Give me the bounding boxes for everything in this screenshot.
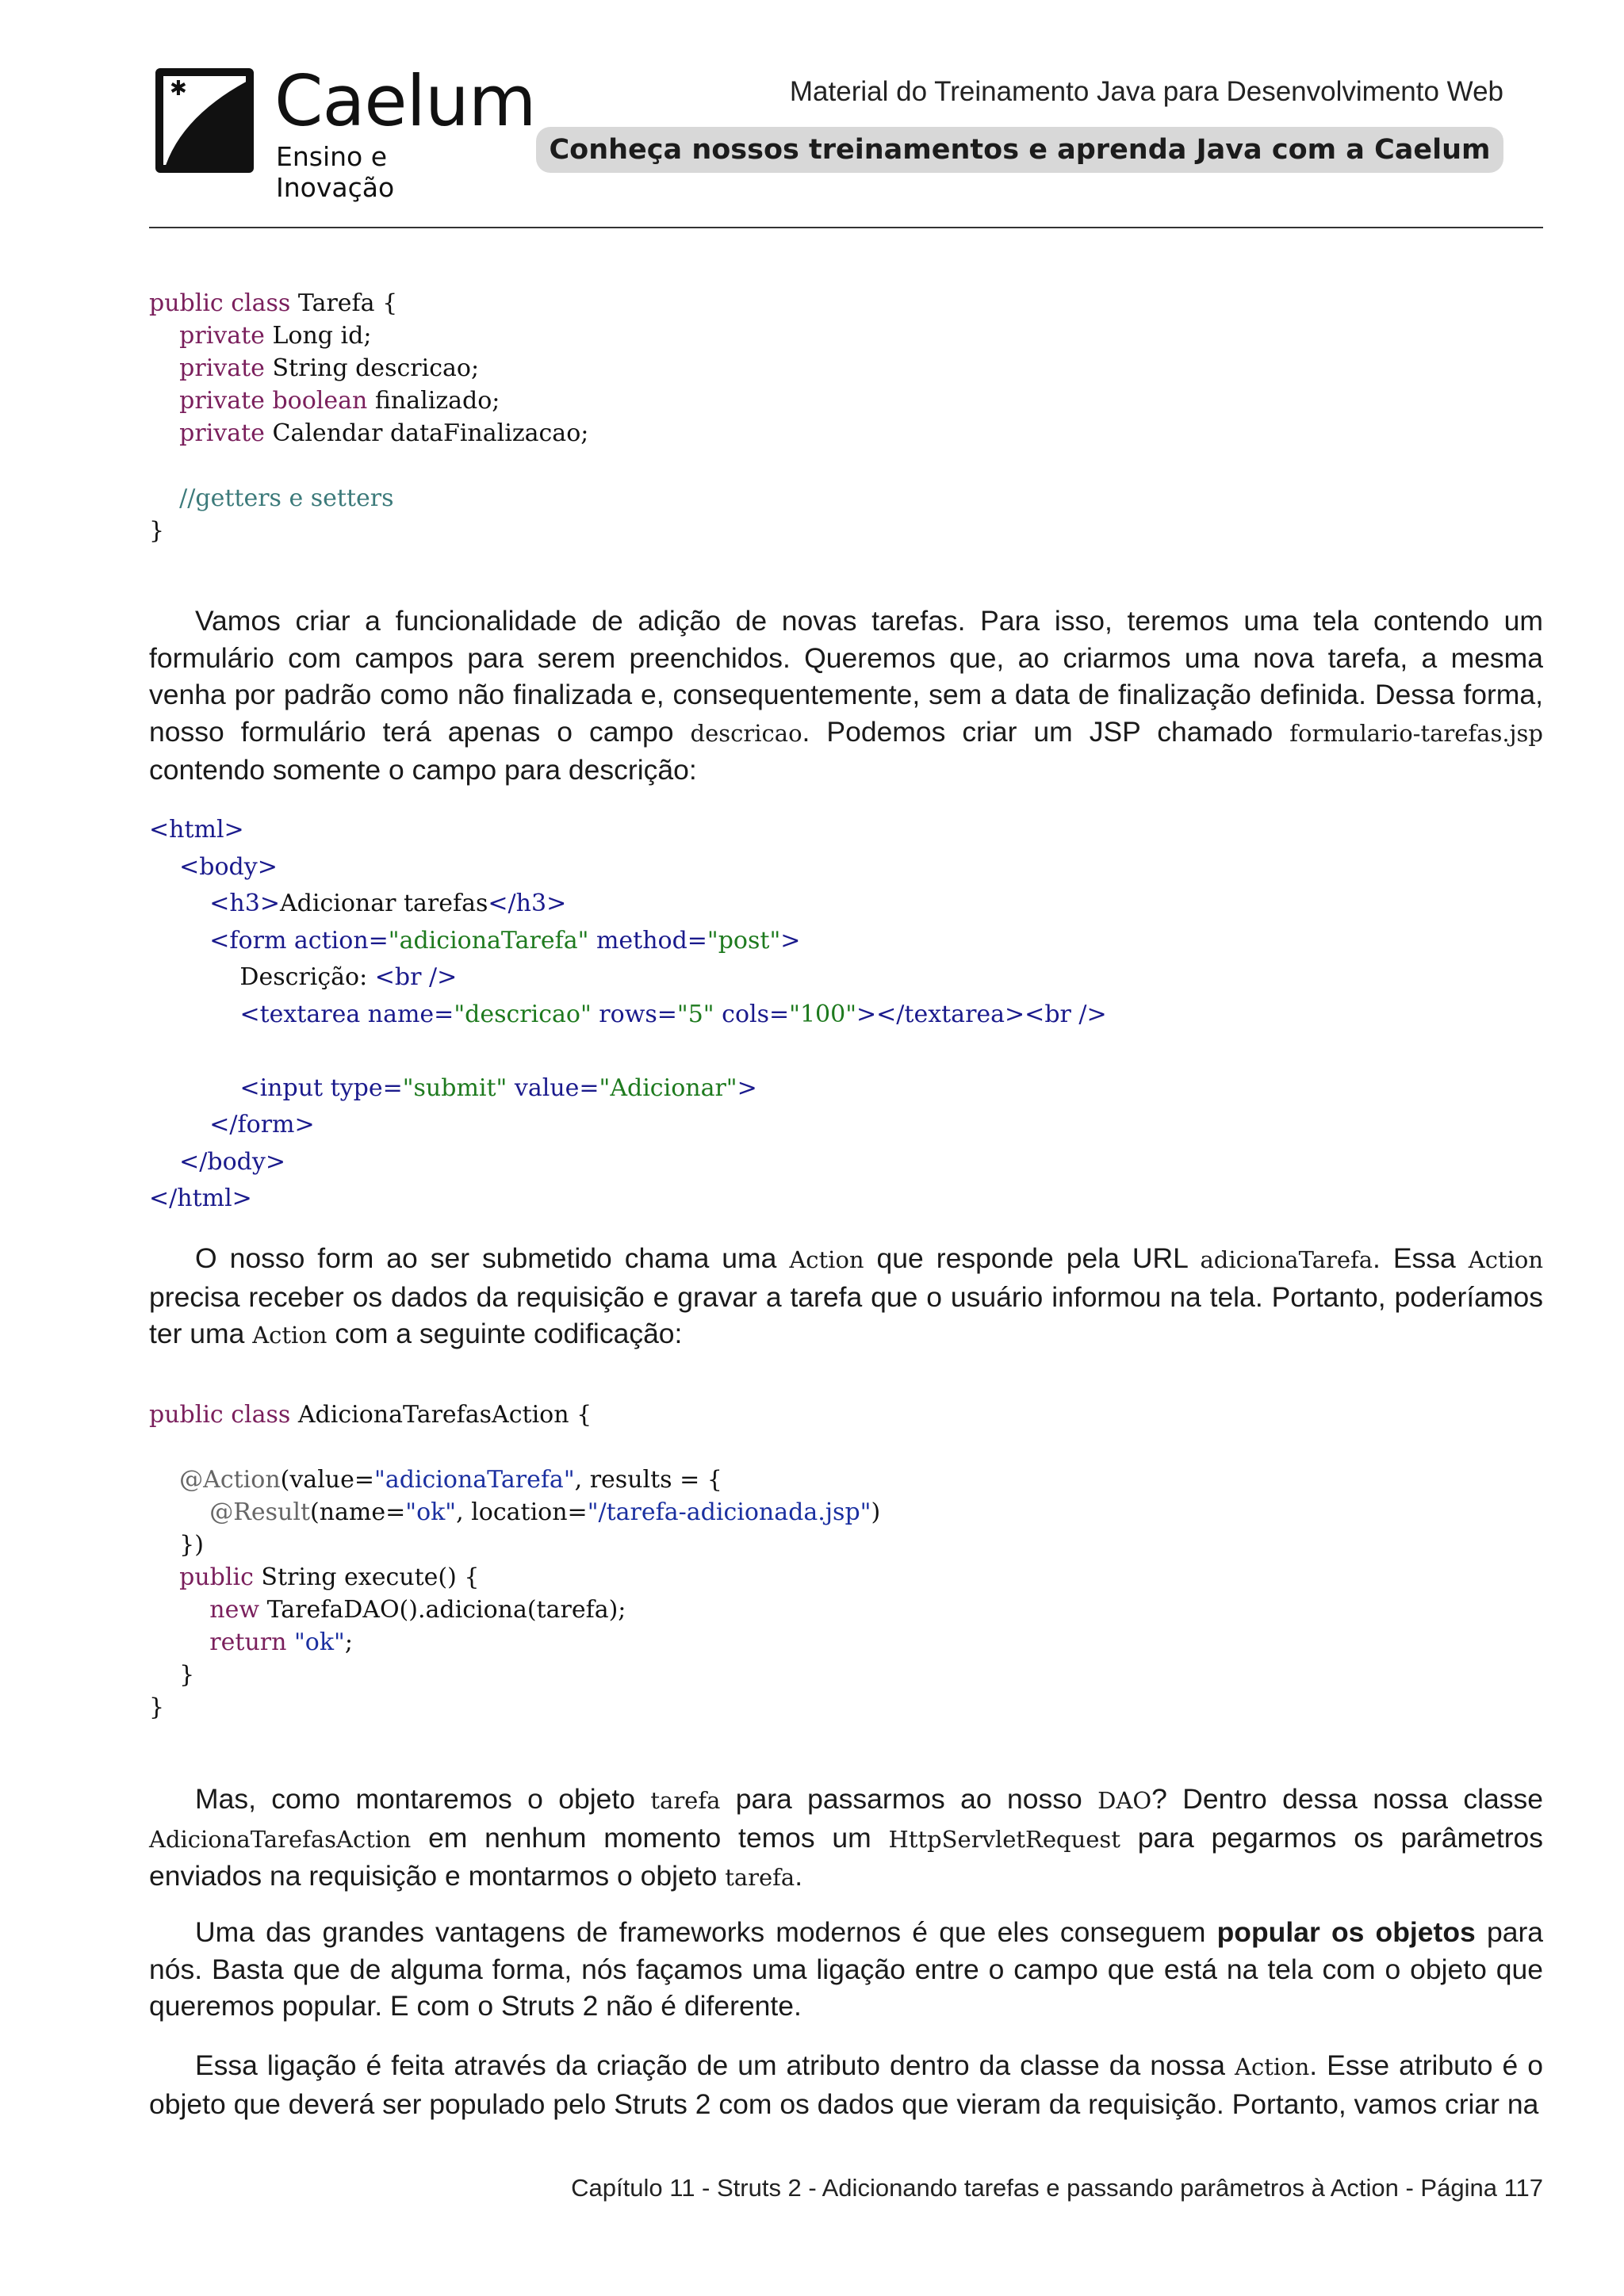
code-block-form: <html> <body> <h3>Adicionar tarefas</h3> <form action="adicionaTarefa" method="post"> Descrição: <br /> <textarea name="descricao" rows="5" cols="100"></textarea><br /> <input type="submit" value="Adicionar"> </form> </body> </html>	[149, 816, 1107, 1212]
text: Uma das grandes vantagens de frameworks modernos é que eles conseguem	[195, 1916, 1217, 1948]
logo-swoosh-icon	[155, 68, 254, 173]
logo-tagline: Ensino e Inovação	[276, 141, 395, 203]
paragraph-3	[149, 1781, 1543, 1896]
text: para passarmos ao nosso	[720, 1783, 1098, 1815]
text: que responde pela URL	[864, 1242, 1201, 1274]
text: em nenhum momento temos um	[411, 1821, 889, 1854]
text: contendo somente o campo para descrição:	[149, 754, 697, 786]
inline-code: formulario-tarefas.jsp	[1289, 719, 1543, 747]
inline-code: AdicionaTarefasAction	[149, 1825, 412, 1853]
inline-code: Action	[1235, 2053, 1310, 2080]
inline-code: descricao	[690, 719, 802, 747]
header-banner: Conheça nossos treinamentos e aprenda Java com a Caelum	[536, 127, 1503, 173]
paragraph-2	[149, 1240, 1543, 1354]
inline-code: Action	[1468, 1246, 1543, 1273]
logo-mark-icon	[155, 68, 254, 173]
header-divider	[149, 227, 1543, 228]
inline-code: adicionaTarefa	[1200, 1246, 1373, 1273]
text: com a seguinte codificação:	[327, 1318, 683, 1349]
paragraph-4	[149, 1914, 1543, 2025]
bold-text: popular os objetos	[1216, 1916, 1476, 1948]
text: . Podemos criar um JSP chamado	[802, 715, 1290, 748]
text: precisa receber os dados da requisição e gravar a tarefa que o usuário informou na tela. Portanto, poderíamos ter uma	[149, 1280, 1543, 1349]
text: O nosso form ao ser submetido chama uma	[195, 1242, 790, 1274]
logo-name: Caelum	[274, 60, 536, 142]
text: . Essa	[1373, 1242, 1469, 1274]
code-block-tarefa: public class Tarefa { private Long id; private String descricao; private boolean finalizado; private Calendar dataFinalizacao; //getters e setters }	[149, 289, 589, 545]
text: ? Dentro dessa nossa classe	[1151, 1783, 1543, 1815]
header-title: Material do Treinamento Java para Desenvolvimento Web	[789, 76, 1503, 107]
text: Mas, como montaremos o objeto	[195, 1783, 651, 1815]
inline-code: HttpServletRequest	[888, 1825, 1120, 1853]
code-block-action: public class AdicionaTarefasAction { @Action(value="adicionaTarefa", results = { @Result(name="ok", location="/tarefa-adicionada.jsp") }) public String execute() { new TarefaDAO().adiciona(tarefa); return "ok"; } }	[149, 1401, 881, 1721]
text: . Esse atributo é o objeto que deverá ser populado pelo Struts 2 com os dados que vieram da requisição. Portanto, vamos criar na	[149, 2049, 1543, 2120]
caelum-logo	[155, 60, 536, 203]
paragraph-5	[149, 2047, 1543, 2122]
text: Vamos criar a funcionalidade de adição de novas tarefas. Para isso, teremos uma tela contendo um formulário com campos para serem preenchidos. Queremos que, ao criarmos uma nova tarefa, a mesma venha por padrão como não finalizada e, consequentemente, sem a data de finalização definida. Dessa forma, nosso formulário terá apenas o campo	[149, 605, 1543, 748]
inline-code: DAO	[1097, 1787, 1152, 1814]
text: Essa ligação é feita através da criação de um atributo dentro da classe da nossa	[195, 2049, 1235, 2081]
text: .	[795, 1860, 803, 1892]
text: para pegarmos os parâmetros enviados na requisição e montarmos o objeto	[149, 1821, 1544, 1892]
page-footer: Capítulo 11 - Struts 2 - Adicionando tarefas e passando parâmetros à Action - Página 117	[571, 2174, 1543, 2202]
paragraph-1	[149, 603, 1543, 789]
inline-code: tarefa	[725, 1864, 795, 1891]
inline-code: Action	[789, 1246, 864, 1273]
inline-code: Action	[252, 1322, 327, 1349]
text: para nós. Basta que de alguma forma, nós façamos uma ligação entre o campo que está na tela com o objeto que queremos popular. E com o Struts 2 não é diferente.	[149, 1916, 1544, 2022]
code-line: Tarefa {	[297, 289, 398, 317]
inline-code: tarefa	[650, 1787, 721, 1814]
star-icon: ✱	[170, 76, 187, 100]
